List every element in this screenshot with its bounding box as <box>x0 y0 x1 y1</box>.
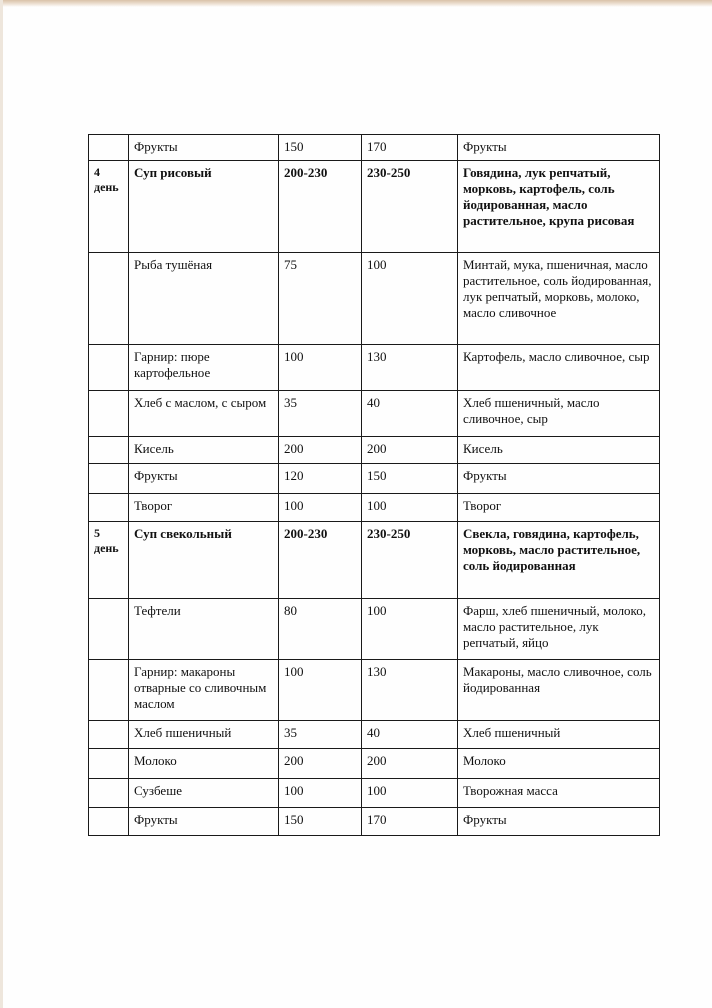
menu-table-body <box>89 135 660 836</box>
table-row <box>89 253 660 345</box>
dish-cell: Творог <box>129 494 279 522</box>
dish-cell: Фрукты <box>129 135 279 161</box>
dish-cell: Гарнир: макароны отварные со сливочным маслом <box>129 660 279 721</box>
ingredients-cell: Кисель <box>458 437 660 464</box>
ingredients-cell: Молоко <box>458 749 660 779</box>
portion-small-cell: 35 <box>279 391 362 437</box>
table-row <box>89 345 660 391</box>
table-row <box>89 494 660 522</box>
day-cell <box>89 345 129 391</box>
ingredients-cell: Фрукты <box>458 464 660 494</box>
day-cell <box>89 437 129 464</box>
table-row <box>89 749 660 779</box>
table-row <box>89 599 660 660</box>
dish-cell: Фрукты <box>129 464 279 494</box>
menu-table <box>88 134 660 836</box>
portion-small-cell: 200 <box>279 437 362 464</box>
table-row <box>89 522 660 599</box>
day-cell <box>89 721 129 749</box>
dish-cell: Гарнир: пюре картофельное <box>129 345 279 391</box>
scan-top-edge <box>0 0 712 7</box>
portion-small-cell: 200-230 <box>279 522 362 599</box>
table-row <box>89 721 660 749</box>
portion-small-cell: 100 <box>279 345 362 391</box>
ingredients-cell: Картофель, масло сливочное, сыр <box>458 345 660 391</box>
table-row <box>89 779 660 808</box>
dish-cell: Суп рисовый <box>129 161 279 253</box>
day-cell <box>89 135 129 161</box>
portion-large-cell: 40 <box>362 721 458 749</box>
table-row <box>89 660 660 721</box>
dish-cell: Суп свекольный <box>129 522 279 599</box>
day-cell <box>89 660 129 721</box>
dish-cell: Рыба тушёная <box>129 253 279 345</box>
dish-cell: Хлеб пшеничный <box>129 721 279 749</box>
day-cell <box>89 253 129 345</box>
portion-large-cell: 230-250 <box>362 161 458 253</box>
portion-large-cell: 200 <box>362 437 458 464</box>
portion-large-cell: 130 <box>362 660 458 721</box>
portion-large-cell: 100 <box>362 599 458 660</box>
portion-large-cell: 100 <box>362 779 458 808</box>
day-cell <box>89 808 129 836</box>
day-cell <box>89 391 129 437</box>
table-row <box>89 464 660 494</box>
table-row <box>89 391 660 437</box>
table-row <box>89 437 660 464</box>
day-cell <box>89 464 129 494</box>
portion-large-cell: 100 <box>362 253 458 345</box>
portion-small-cell: 150 <box>279 135 362 161</box>
dish-cell: Тефтели <box>129 599 279 660</box>
portion-large-cell: 40 <box>362 391 458 437</box>
dish-cell: Сузбеше <box>129 779 279 808</box>
day-number: 4 <box>94 165 100 179</box>
portion-large-cell: 230-250 <box>362 522 458 599</box>
portion-large-cell: 130 <box>362 345 458 391</box>
ingredients-cell: Фрукты <box>458 135 660 161</box>
portion-small-cell: 80 <box>279 599 362 660</box>
day-word: день <box>94 180 119 194</box>
dish-cell: Фрукты <box>129 808 279 836</box>
portion-small-cell: 35 <box>279 721 362 749</box>
dish-cell: Молоко <box>129 749 279 779</box>
table-row <box>89 161 660 253</box>
portion-large-cell: 170 <box>362 808 458 836</box>
day-word: день <box>94 541 119 555</box>
portion-small-cell: 120 <box>279 464 362 494</box>
scan-left-edge <box>0 0 3 1008</box>
table-row <box>89 808 660 836</box>
ingredients-cell: Минтай, мука, пшеничная, масло растительное, соль йодированная, лук репчатый, морковь, молоко, масло сливочное <box>458 253 660 345</box>
day-number: 5 <box>94 526 100 540</box>
dish-cell: Кисель <box>129 437 279 464</box>
portion-small-cell: 200 <box>279 749 362 779</box>
portion-small-cell: 100 <box>279 660 362 721</box>
ingredients-cell: Творожная масса <box>458 779 660 808</box>
ingredients-cell: Говядина, лук репчатый, морковь, картофель, соль йодированная, масло растительное, крупа рисовая <box>458 161 660 253</box>
ingredients-cell: Макароны, масло сливочное, соль йодированная <box>458 660 660 721</box>
ingredients-cell: Фрукты <box>458 808 660 836</box>
portion-small-cell: 150 <box>279 808 362 836</box>
portion-large-cell: 200 <box>362 749 458 779</box>
portion-small-cell: 100 <box>279 494 362 522</box>
ingredients-cell: Хлеб пшеничный <box>458 721 660 749</box>
table-row <box>89 135 660 161</box>
ingredients-cell: Фарш, хлеб пшеничный, молоко, масло растительное, лук репчатый, яйцо <box>458 599 660 660</box>
day-cell <box>89 161 129 253</box>
day-cell <box>89 749 129 779</box>
day-cell <box>89 494 129 522</box>
ingredients-cell: Творог <box>458 494 660 522</box>
day-cell <box>89 599 129 660</box>
dish-cell: Хлеб с маслом, с сыром <box>129 391 279 437</box>
portion-small-cell: 75 <box>279 253 362 345</box>
portion-small-cell: 100 <box>279 779 362 808</box>
portion-large-cell: 150 <box>362 464 458 494</box>
ingredients-cell: Хлеб пшеничный, масло сливочное, сыр <box>458 391 660 437</box>
day-cell <box>89 779 129 808</box>
portion-large-cell: 170 <box>362 135 458 161</box>
ingredients-cell: Свекла, говядина, картофель, морковь, масло растительное, соль йодированная <box>458 522 660 599</box>
portion-large-cell: 100 <box>362 494 458 522</box>
portion-small-cell: 200-230 <box>279 161 362 253</box>
day-cell <box>89 522 129 599</box>
